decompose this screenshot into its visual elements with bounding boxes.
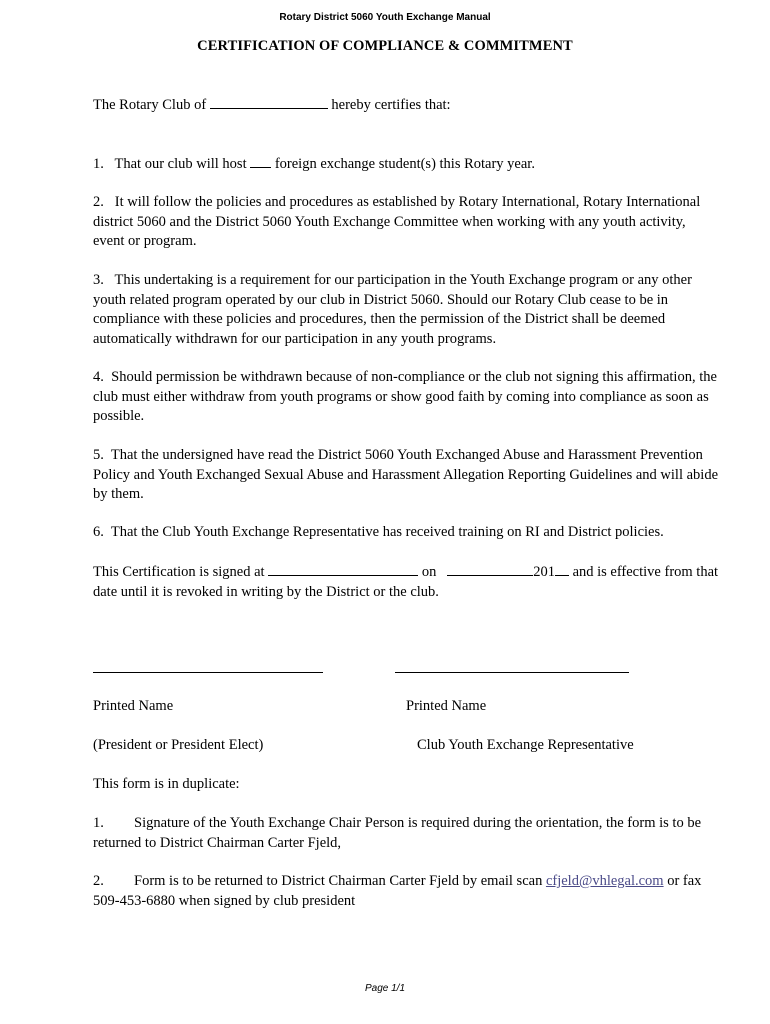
certification-part3: and is effective from that date until it is revoked in writing by the District or the club. <box>93 564 719 600</box>
item-3 <box>93 271 719 349</box>
right-role-label: Club Youth Exchange Representative <box>417 737 634 753</box>
item-2-text: It will follow the policies and procedures as established by Rotary International, Rotary International district 5060 and the District 5060 Youth Exchange Committee when working with any youth activity, event or program. <box>93 194 701 249</box>
duplicate-item-1-number: 1. <box>93 815 104 831</box>
item-6-text: That the Club Youth Exchange Representative has received training on RI and District policies. <box>110 524 664 540</box>
item-2 <box>93 193 719 252</box>
left-printed-name-label: Printed Name <box>93 698 174 714</box>
email-link[interactable]: cfjeld@vhlegal.com <box>545 873 664 889</box>
item-5 <box>93 446 719 505</box>
page-number-footer: Page 1/1 <box>364 983 406 994</box>
duplicate-heading: This form is in duplicate: <box>93 776 240 792</box>
right-signature-line[interactable] <box>395 672 629 673</box>
intro-suffix: hereby certifies that: <box>331 97 451 113</box>
item-1-number: 1. <box>93 156 104 172</box>
duplicate-item-1 <box>93 814 719 853</box>
student-count-blank[interactable] <box>250 154 271 168</box>
year-digit-blank[interactable] <box>555 562 569 576</box>
item-1-pre: That our club will host <box>114 156 247 172</box>
item-4 <box>93 368 719 427</box>
duplicate-item-2-pre: Form is to be returned to District Chairman Carter Fjeld by email scan <box>134 873 543 889</box>
left-role-label: (President or President Elect) <box>93 737 264 753</box>
duplicate-item-2-post: or fax 509-453-6880 when signed by club president <box>93 873 702 909</box>
item-6-number: 6. <box>93 524 104 540</box>
duplicate-item-1-text: Signature of the Youth Exchange Chair Person is required during the orientation, the form is to be returned to District Chairman Carter Fjeld, <box>93 815 702 851</box>
item-2-number: 2. <box>93 194 104 210</box>
signed-location-blank[interactable] <box>268 562 418 576</box>
intro-prefix: The Rotary Club of <box>93 97 207 113</box>
running-header: Rotary District 5060 Youth Exchange Manual <box>279 12 491 23</box>
intro-line <box>93 95 719 116</box>
duplicate-item-2 <box>93 872 719 911</box>
duplicate-item-2-number: 2. <box>93 873 104 889</box>
signed-date-blank[interactable] <box>447 562 533 576</box>
item-1 <box>93 154 719 175</box>
item-5-text: That the undersigned have read the District 5060 Youth Exchanged Abuse and Harassment Prevention Policy and Youth Exchanged Sexual Abuse and Harassment Allegation Reporting Guidelines and will abide by them. <box>93 447 719 502</box>
item-6 <box>93 523 719 543</box>
item-1-post: foreign exchange student(s) this Rotary year. <box>274 156 535 172</box>
club-name-blank[interactable] <box>210 95 328 109</box>
certification-part2: on <box>421 564 437 580</box>
left-signature-line[interactable] <box>93 672 323 673</box>
right-printed-name-label: Printed Name <box>406 698 487 714</box>
certification-part1: This Certification is signed at <box>93 564 265 580</box>
item-3-text: This undertaking is a requirement for our participation in the Youth Exchange program or any other youth related program operated by our club in District 5060. Should our Rotary Club cease to be in compliance with these policies and procedures, then the permission of the District shall be deemed automatically withdrawn for our participation in any youth programs. <box>93 272 692 347</box>
item-4-number: 4. <box>93 369 104 385</box>
item-3-number: 3. <box>93 272 104 288</box>
item-5-number: 5. <box>93 447 104 463</box>
certification-statement <box>93 562 719 602</box>
item-4-text: Should permission be withdrawn because of non-compliance or the club not signing this affirmation, the club must either withdraw from youth programs or show good faith by coming into compliance as soon as possible. <box>93 369 717 424</box>
certification-year: 201 <box>533 564 555 580</box>
document-title: CERTIFICATION OF COMPLIANCE & COMMITMENT <box>197 38 573 54</box>
